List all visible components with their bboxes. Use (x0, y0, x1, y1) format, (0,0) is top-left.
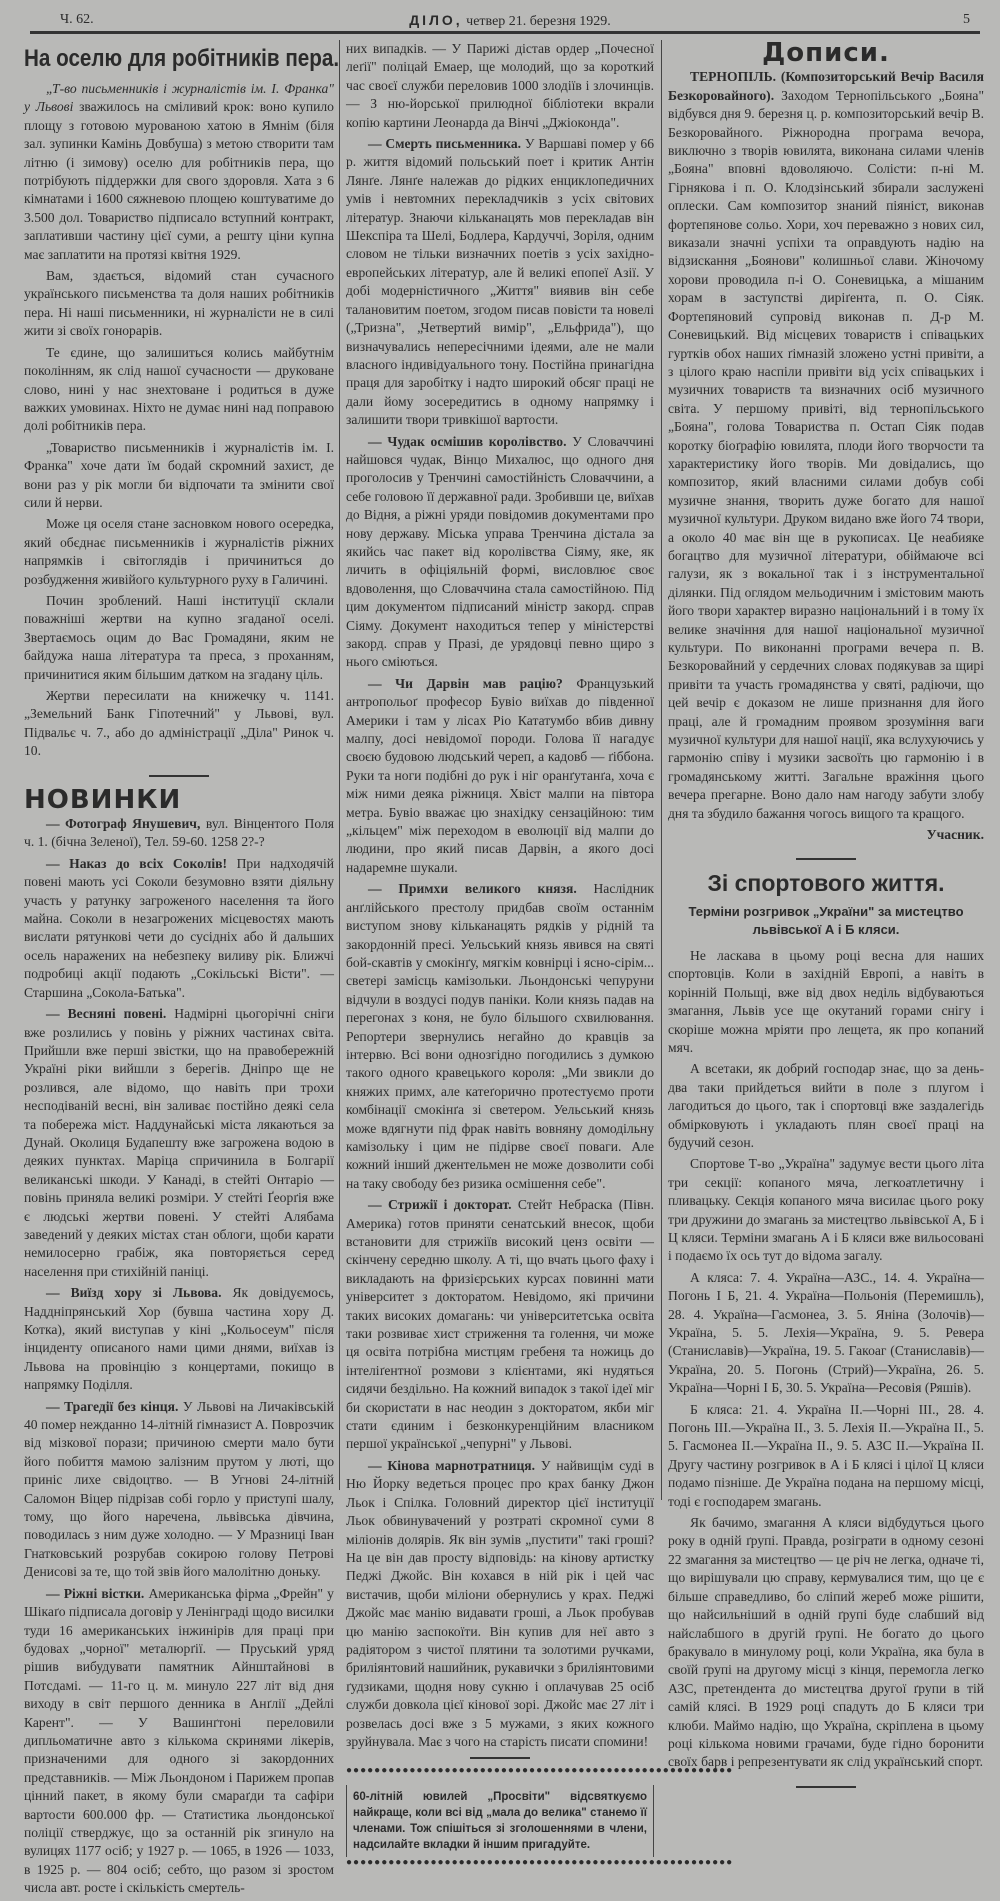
prosvita-announcement: 60-літній ювилей „Просвіти" відсвяткуємо найкраще, коли всі від „мала до велика" станемо її членами. Тож спішіться зі зголошеннями в члени, надсилайте вкладки й іншим пригадуйте. (346, 1785, 654, 1857)
news-item (24, 855, 334, 1002)
section-heading-sport: Зі спортового життя. (707, 870, 945, 897)
news-text: Надмірні цьогорічні сніги вже розлились у повінь у ріжних частинах світа. Прийшли вже перші звістки, що на правобережній Україні ріки вийшли з берегів. Дніпро ще не розлився, але відомо, що навіть при трохи несподіваній весні, він заливає постійно деякі села та побережа міст. Наддунайські міста лякаються за Дунай. Околиця Будапешту вже загрожена водою в деяких пунктах. Маріца спричинила в Болгарії великанські шкоди. У Канаді, в стейті Онтаріо — повінь приняла великі розміри. У стейті Ґеорґія вже є людські жертви повені. У стейті Алябама заведений у деяких містах стан облоги, щоби карати немилосерно грабіж, яка повторяється серед населення при стихійній паніці. (24, 1006, 334, 1279)
article-intro: „Т-во письменників і журналістів ім. І. Франка" у Львові (24, 81, 334, 115)
news-item (24, 1398, 334, 1582)
section-divider (470, 1757, 530, 1759)
section-divider (149, 775, 209, 777)
paragraph-text: зважилось на сміливий крок: воно купило площу з готовою мурованою хатою в Ямнім (біля зал. зупинки Камінь Довбуша) з метою створити там літню (і зимову) оселю для робітників пера, що потрібують піддержки для свого здоровля. Хата з 6 кімнатами і 1600 сяжневою площею коштуватиме до 3.500 дол. Товариство підписало вступний контракт, заплативши частину цієї суми, а решту ціни купна має заплатити на протязі квітня 1929. (24, 99, 334, 262)
article-paragraph: Вам, здається, відомий стан сучасного українського письменства та доля наших робітників пера. Ні наші письменники, ні журналісти не в силі жити зі своїх гонорарів. (24, 268, 334, 339)
news-item (346, 135, 654, 430)
correspondence-text: Заходом Тернопільського „Бояна" відбувся дня 9. березня ц. р. композиторський вечір В. Безкоровайного. Ріжнородна програма вечора, виключно з творів ювилята, виконана силами членів „Бояна" вповні вдоволяючо. Солісти: п-ні М. Гірнякова і п. О. Клодзінський збирали заслужені оплески. Сам композитор знаний піяніст, виконав фортепянове сольо. Хори, хоч переважно з нових сил, виказали значні успіхи та оправдують надію на відзискання „Боянови" колишньої слави. Жіночому хорови проводила п-і О. Соневицька, а мішаним хорам в заступстві диріґента, п. О. Сіяк. Фортепяновий супровід виконав п. Д-р М. Соневицький. Від місцевих товариств і співацьких гуртків обох наших ґімназій зложено устні привіти, а з цілого краю наспіли привіти від усіх співацьких і музичних товариств та визначних осіб музичного світа. У першому привіті, від тернопільського „Бояна", голова Товариства п. Остап Сіяк подав коротку біоґрафію ювилята, плоди його творчости та характеристику його творів. Ми довідались, що композитор, який власними силами добув собі музичне знання, творить дуже богато для нашої музичної культури. Друком видано вже його 74 твори, а около 40 має він ще в рукописах. Це неабияке богацтво для музичної літератури, обіймаюче всі галузи, як з вокальної так і з інструментальної ділянки. Під оглядом мельодичним і змістовим мають його твори характер виразно національний і в тому їх велике значіння для нашої національної музичної культури. По виконанні програми вечера п. В. Безкоровайний у сердечних словах подякував за щирі привіти та участь громадянства у святі, радіючи, що цей вечір є доказом не лише признання для його праці, але й громадним проявом зрозуміння ваги музичної культури для нашої нації, яка вслухуючись у гармонію співу і музики засвоїть цю гармонію і в громадянському житті. Загальне вражіння цього вечера прегарне. Воно дало нам нагоду забути злобу дня та збудило бажання чогось вищого та кращого. (668, 87, 984, 821)
issue-number: Ч. 62. (60, 12, 94, 27)
news-title: — Виїзд хору зі Львова. (46, 1285, 222, 1301)
sport-paragraph: Як бачимо, змагання А кляси відбудуться цього року в одній ґрупі. Правда, розіграти в одному сезоні 22 змагання за мистецтво — це річ не легка, одначе ті, що вирішували цю справу, кермувалися тим, що це є більше справедливо, бо сліпий жереб може рішити, що найсильніший в одній ґрупі буде слабший від найслабшого в другій ґрупі. Не богато до цього бракувало в минулому році, коли Україна, яка була в своїй ґрупі на другому місці з кінця, перемогла легко АЗС, претендента до мистецтва другої ґрупи в тій самій клясі. В 1929 році спадуть до Б кляси три клюби. Маймо надію, що Україна, скріплена в цьому році кількома новими грачами, буде гідно боронити своїх барв і репрезентувати як слід український спорт. (668, 1515, 984, 1770)
news-title: — Фотограф Янушевич, (46, 816, 201, 832)
column-divider (661, 40, 662, 1500)
dotted-border: ●●●●●●●●●●●●●●●●●●●●●●●●●●●●●●●●●●●●●●●●●●●●●●●●●●●●●●● (346, 1765, 734, 1777)
news-title: — Чудак осмішив королівство. (368, 433, 567, 449)
masthead-center (40, 12, 980, 30)
news-title: — Весняні повені. (46, 1006, 167, 1022)
news-text: Як довідуємось, Наддніпрянський Хор (бувша частина хору Д. Котка), який виступав у кіні „Кольосеум" після інциденту описаного нами цими днями, виїхав із Львова на провінцію з концертами, покищо в напрямку Поділля. (24, 1285, 334, 1393)
section-heading-novynky: НОВИНКИ (24, 784, 182, 815)
sport-paragraph: Спортове Т-во „Україна" задумує вести цього літа три секції: копаного мяча, легкоатлетичну і пливацьку. Секція копаного мяча висилає цього року три дружини до змагань за мистецтво львівської А, Б і Ц кляси. Терміни змагань А і Б кляси вже вильосовані і подаємо їх ось тут до відома загалу. (668, 1156, 984, 1264)
news-continuation: них випадків. — У Парижі дістав ордер „Почесної леґії" поліцай Емаер, ще молодий, що за короткий час своєї служби переловив 1000 злодіїв і злочинців. — З ню-йорської прилюдної бібліотеки вкрали копію картини Леонарда да Вінчі „Джіоконда". (346, 41, 654, 130)
article-paragraph: „Товариство письменників і журналістів ім. І. Франка" хоче дати їм бодай скромний захист, де вони раз у рік могли би відпочати та змінити свої сили й нерви. (24, 439, 334, 510)
section-divider (796, 1786, 856, 1788)
news-item (24, 1284, 334, 1394)
news-item (346, 675, 654, 877)
news-item (346, 1196, 654, 1454)
news-title: — Чи Дарвін мав рацію? (368, 675, 563, 691)
author-signature: Учасник. (926, 827, 984, 843)
sport-paragraph: А всетаки, як добрий господар знає, що за день-два таки прийдеться вийти в поле з плугом і лагодиться до цього, так і спортовці вже заздалегідь обмірковують і укладають плян своєї праці на будучий сезон. (668, 1061, 984, 1150)
section-divider (796, 858, 856, 860)
news-text: Наслідник анґлійського престолу придбав своїм останнім виступом знову кільканацять рядків у рідній та закордонній пресі. Уельський князь явився на святі бой-скавтів у смокінґу, мягкім ковнірці і ясно-сірім... светері замісць камізольки. Льондонські чепуруни відчули в воздусі подув паніки. Коли князь падав на перегонах з коня, не було більшого схвилювання. Репортери звернулись негайно до кравців за інтервю. Всі вони однозгідно погодились з думкою такого одного кравецького короля: „Ми звикли до княжих примх, але катеґорично протестуємо проти комбінації смокінґа зі светером. Уельський князь може вдягнути під фрак навіть вовняну домодільну камізольку і цим не підірве своєї поваги. Але кожний інший джентельмен не може дозволити собі на таку свободу без ризика осмішення себе". (346, 881, 654, 1191)
section-heading-dopysy: Дописи. (762, 38, 890, 68)
sport-paragraph: Не ласкава в цьому році весна для наших спортовців. Коли в західній Европі, а навіть в корінній Польщі, вже від двох неділь відбуваються змагання, Львів усе ще окутаний горами снігу і скоріше можна мріяти про лещета, як про копаний мяч. (668, 947, 984, 1055)
dotted-border: ●●●●●●●●●●●●●●●●●●●●●●●●●●●●●●●●●●●●●●●●●●●●●●●●●●●●●●● (346, 1857, 734, 1869)
news-text: вул. Вінцентого Поля ч. 1. (бічна Зеленої), Тел. 59-60. 1258 2?-? (24, 816, 335, 850)
news-title: — Кінова марнотратниця. (368, 1457, 536, 1473)
news-title: — Примхи великого князя. (368, 881, 577, 897)
news-text: У Львові на Личаківській 40 помер нежданно 14-літній ґімназист А. Поврозчик від мізкової порази; причиною смерти мало бути його побиття мамою залізним прутом у люті, що приніс лихе свідоцтво. — В Угнові 24-літній Саломон Віцер підрізав собі горло у приступі шалу, тому, що його наречена, львівська дівчина, поводилась з ним дуже холодно. — У Мразниці Іван Гнатковський розрубав сокирою голову Петрові Денисові за те, що той звів його малолітню доньку. (24, 1398, 334, 1580)
issue-date: четвер 21. березня 1929. (466, 14, 611, 29)
news-item (24, 1005, 334, 1281)
news-item (24, 815, 334, 852)
column-divider (339, 40, 340, 1490)
page-number: 5 (963, 12, 970, 27)
news-text: При надходячій повені мають усі Соколи безумовно взяти діяльну участь у ратунку загроженого населення та його майна. Соколи в незагрожених місцевостях мають вислати рятункові чети до сусідніх або й дальших осель наражених на небезпеку виливу рік. Ближчі подробиці акції подають „Сокільські Вісти". — Старшина „Сокола-Батька". (24, 855, 335, 1000)
correspondence-title: ТЕРНОПІЛЬ. (Композиторський Вечір Василя Безкоровайного). (668, 69, 984, 103)
article-paragraph: Почин зроблений. Наші інституції склали поважніші жертви на купно згаданої оселі. Звертаємось оцим до Вас Громадяни, яким не байдужа наша література та преса, з проханням, причинитися яким більшим датком на згадану ціль. (24, 592, 334, 682)
news-item (346, 1457, 654, 1752)
news-text: Американська фірма „Фрейн" у Шікаґо підписала договір у Ленінграді щодо висилки туди 16 американських інжинірів для праці при будовах „чорної" металюрґії. — Пруський уряд рішив вибудувати памятник Айнштайнові в Потсдамі. — 11-го ц. м. минуло 227 літ від дня виходу в світ першого денника в Анґлії „Дейлі Карент". — У Вашинґтоні переловили дипльоматичне авто з кількома скринями лікерів, призначеними для одного зі закордонних представників. — Між Льондоном і Парижем пропав цінний пакет, в якому були смараґди та сафіри вартости 600.000 фр. — Статистика льондонської поліції стверджує, що за останній рік згинуло на вулицях 1177 осіб; у 1927 р. — 1065, в 1926 — 1033, в 1925 р. — 804 осіб; себто, що разом зі зростом числа авт. росте і скількість смертель- (24, 1585, 334, 1896)
sport-paragraph: Б кляса: 21. 4. Україна II.—Чорні III., 28. 4. Погонь III.—Україна II., 3. 5. Лехія II.—Україна II., 5. 5. Гасмонеа II.—Україна II., 9. 5. АЗС II.—Україна II. Другу частину розгривок в А і Б клясі і цілої Ц кляси подамо пізніше. Де Україна подана на першому місці, тоді є господарем змагань. (668, 1401, 984, 1509)
news-text: Французький антропольоґ професор Бувіо виїхав до південної Америки і там у лісах Ріо Кататумбо вбив дивну малпу, досі невідомої породи. Голова її нагадує своєю будовою людський череп, а кадовб — ґіббона. Руки та ноги подібні до рук і ніг оранґутанґа, хоча є між ними деяка ріжниця. Хвіст малпи на півтора метра. Бувіо вважає цю знахідку сензаційною: тим „кільцем" між переходом в еволюції від малпи до людини, про який писав Дарвін, а якого досі надаремне шукали. (346, 675, 654, 875)
column-1 (24, 40, 340, 1901)
news-item (346, 433, 654, 672)
news-text: У Варшаві помер у 66 р. життя відомий польський поет і критик Антін Лянґе. Лянґе належав до рідких енциклопедичних умів і невтомних перекладчиків з усіх світових літератур. Знаючи кільканацять мов перекладав він Шекспіра та Шелі, Бодлера, Кардуччі, Зоріля, одним словом не тільки визначних поетів з усіх західно-европейських літератур, але й великі епопеї Азії. У добі модерністичного „Життя" виявив він себе талановитим поетом, згодом писав повісти та новелі („Тризна", „Четвертий вимір", „Ельфрида"), що визначувались непересічними ідеями, але не мали власного індивідуального тону. Постійна принагідна праця для заробітку і надто широкий обсяг праці не дали йому зосередитись в одному напрямку і залишити твори тривкішої вартости. (346, 136, 654, 428)
column-2 (346, 40, 734, 1869)
news-title: — Наказ до всіх Соколів! (46, 855, 228, 871)
news-text: У Словаччині найшовся чудак, Вінцо Михалюс, що одного дня проголосив у Тренчині самостійність Словаччини, а себе головою її державної ради. Зробивши це, виїхав до Відня, а ріжні уряди повідомив документами про нову державу. Міська управа Тренчина дістала за якийсь час пакет від королівства Сіяму, яке, як личить в офіціяльній формі, висловлює своє вдоволення, що Словаччина стала самостійною. Під цим документом підписаний міністр закорд. справ Сіяму. Документ находиться тепер у міністерстві закорд. справ у Празі, де урядовці певно щиро з нього сміються. (346, 433, 655, 670)
article-paragraph: Жертви пересилати на книжечку ч. 1141. „Земельний Банк Гіпотечний" у Львові, вул. Підвальє ч. 7., або до адміністрації „Діла" Ринок ч. 10. (24, 688, 334, 759)
news-title: — Трагедії без кінця. (46, 1398, 179, 1414)
masthead-rule (30, 31, 980, 34)
news-item (24, 1585, 334, 1898)
masthead (40, 8, 980, 30)
sport-paragraph: А кляса: 7. 4. Україна—АЗС., 14. 4. Україна—Погонь І Б, 21. 4. Україна—Польонія (Перемишль), 28. 4. Україна—Гасмонеа, 3. 5. Яніна (Золочів)—Україна, 5. 5. Лехія—Україна, 9. 5. Ревера (Станиславів)—Україна, 19. 5. Гакоаг (Станиславів)—Україна, 20. 5. Погонь (Стрий)—Україна, 26. 5. Україна—Чорні І Б, 30. 5. Україна—Ресовія (Ряшів). (668, 1269, 984, 1396)
news-title: — Смерть письменника. (368, 136, 522, 152)
article-paragraph (24, 80, 334, 264)
correspondence-item (668, 68, 984, 823)
newspaper-name: ДІЛО, (409, 12, 463, 28)
news-item (346, 880, 654, 1193)
column-3 (668, 40, 984, 1802)
sport-subheading: Терміни розгривок „України" за мистецтво львівської А і Б кляси. (688, 903, 964, 937)
article-paragraph: Те єдине, що залишиться колись майбутнім поколінням, як слід нашої сучасности — друковане слово, нині у нас знехтоване і родиться в дуже важких умовинах. Ніхто не думає нині над поправою долі робітників пера. (24, 344, 334, 434)
article-title: На оселю для робітників пера. (24, 45, 340, 72)
news-text: Стейт Небраска (Півн. Америка) готов приняти сенатський внесок, щоби встановити для стрижіїв високий ценз освіти — скінчену середню школу. А ті, що вчать цього фаху і викладають на фризієрських курсах повинні мати університет з докторатом. Невідомо, які причини таких високих домагань: чи університетська освіта таки розвиває хист стриження та голення, чи може ця освіта потрібна мистцям гребеня та ножиць до інтеліґентної розмови з клієнтами, які нудяться сидячи бездільно. На кожний випадок з такої ідеї міг би скористати в нас неодин з докторатом, якби міг стати єдиним і безконкуренційним власником першої української „чепурні" у Львові. (346, 1197, 654, 1452)
news-title: — Ріжні вістки. (46, 1585, 145, 1601)
news-title: — Стрижії і докторат. (368, 1197, 512, 1213)
article-paragraph: Може ця оселя стане засновком нового осередка, який обєднає письменників і журналістів ріжних напрямків і світоглядів і причиниться до розбудження живійого культурного руху в Галичині. (24, 516, 334, 587)
news-text: У найвищім суді в Ню Йорку ведеться процес про крах банку Джон Льок і Спілка. Головний директор цієї інституції Льок обвинувачений у розтраті скромної суми 8 міліонів долярів. Як він зумів „пустити" такі гроші? На це він дав просту відповідь: на кінову артистку Педжі Джойс. Він кохався в ній рік і цей час вистачив, щоби міліони обернулись у крах. Педжі Джойс має манію видавати гроші, а Льок пробував цю манію заспокоїти. Він купив для неї авто з радіятором з чистої плятини та золотими ручками, бриліянтовий нашийник, рукавички з бриліянтовими ґудзиками, щодня нову сукню і оплачував 25 осіб служби довкола цієї кінової зорі. Джойс має 27 літ і розвелась досі вже з 5 мужами, з яких кожного зруйнувала. Має з чого на старість писати спомини! (346, 1457, 655, 1749)
